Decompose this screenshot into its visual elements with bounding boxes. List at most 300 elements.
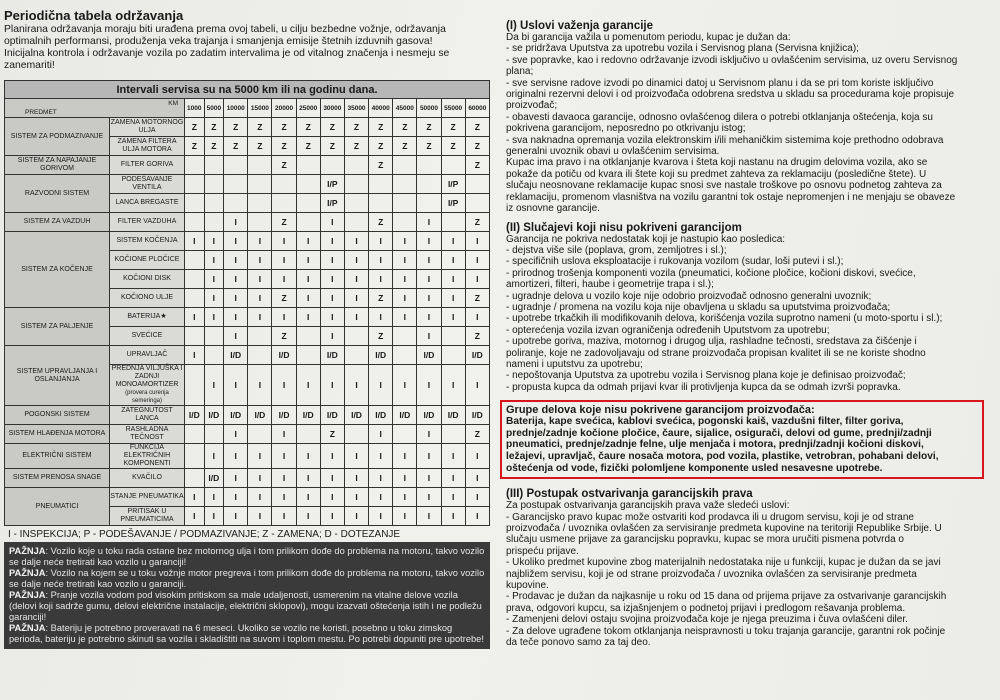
interval-value: [320, 156, 344, 175]
interval-value: I: [465, 469, 489, 488]
interval-value: I: [248, 444, 272, 469]
interval-value: I: [417, 488, 441, 507]
part-name: KOČIONI DISK: [123, 275, 171, 282]
interval-value: I: [185, 232, 205, 251]
text-line: - prirodnog trošenja komponenti vozila (pneumatici, kočione pločice, kočioni diskovi, svećice,: [506, 267, 916, 279]
interval-value: I/D: [320, 406, 344, 425]
part-cell: [110, 444, 185, 469]
interval-header: 45000: [393, 99, 417, 118]
interval-value: I: [441, 232, 465, 251]
warning-paragraph: [9, 546, 485, 567]
text-line: slučaju usmene prijave za garancijsku popravku, kupac se mora uručiti pismena potvrda o: [506, 534, 904, 546]
interval-value: I: [393, 308, 417, 327]
interval-value: I: [417, 507, 441, 526]
interval-value: I: [224, 308, 248, 327]
interval-value: Z: [272, 156, 296, 175]
system-cell: SISTEM ZA PALJENJE: [5, 308, 110, 346]
interval-value: I: [320, 507, 344, 526]
text-line: amortizeri, filteri, haube i geometrije trapa i sl.);: [506, 279, 714, 291]
interval-value: I/D: [393, 406, 417, 425]
text-line: - Prodavac je dužan da najkasnije u roku od 15 dana od prijema prijave za ostvarivanje garancijskih: [506, 591, 947, 603]
warning-label: PAŽNJA: [9, 546, 46, 556]
part-name: RASHLADNA TEČNOST: [125, 426, 169, 441]
part-cell: [110, 289, 185, 308]
interval-value: I: [465, 444, 489, 469]
interval-value: I: [465, 232, 489, 251]
interval-value: I: [204, 507, 224, 526]
text-line: Za postupak ostvarivanja garancijskih prava važe sledeći uslovi:: [506, 500, 790, 512]
system-cell: SISTEM ZA NAPAJANJE GORIVOM: [5, 156, 110, 175]
interval-value: [248, 346, 272, 365]
interval-value: [393, 175, 417, 194]
interval-value: Z: [441, 137, 465, 156]
text-line: oštećenja od vode, fizički polomljene komponente usled nesavesne upotrebe.: [506, 462, 883, 474]
interval-value: Z: [465, 156, 489, 175]
interval-value: I: [185, 488, 205, 507]
interval-value: Z: [465, 425, 489, 444]
interval-header: 35000: [344, 99, 368, 118]
interval-header: 5000: [204, 99, 224, 118]
warning-label: PAŽNJA: [9, 590, 46, 601]
interval-value: I: [320, 365, 344, 406]
part-name: STANJE PNEUMATIKA: [110, 493, 184, 500]
part-name: KOČIONE PLOČICE: [114, 256, 180, 263]
interval-value: [393, 425, 417, 444]
interval-value: I: [296, 469, 320, 488]
interval-value: Z: [296, 137, 320, 156]
warning-label: PAŽNJA: [9, 623, 46, 634]
text-line: optimalnih performansi, produženja veka trajanja i smanjenja emisije štetnih izduvnih gasova!: [4, 36, 433, 47]
table-row: [5, 425, 490, 444]
text-line: Planirana održavanja moraju biti urađena prema ovoj tabeli, u cilju bezbedne vožnje, održavanja: [4, 24, 446, 35]
interval-value: I: [393, 365, 417, 406]
interval-value: I: [248, 270, 272, 289]
interval-value: Z: [272, 289, 296, 308]
part-cell: [110, 488, 185, 507]
interval-value: [248, 327, 272, 346]
interval-header: 60000: [465, 99, 489, 118]
interval-value: I: [248, 232, 272, 251]
interval-value: [296, 213, 320, 232]
interval-value: Z: [465, 289, 489, 308]
interval-value: Z: [369, 213, 393, 232]
section-warranty-procedure: [506, 488, 990, 648]
part-name: FUNKCIJA ELEKTRIČNIH KOMPONENTI: [123, 444, 171, 467]
table-legend: I - INSPEKCIJA; P - PODEŠAVANJE / PODMAZIVANJE; Z - ZAMENA; D - DOTEZANJE: [8, 529, 401, 540]
section-title: (III) Postupak ostvarivanja garancijskih prava: [506, 488, 753, 501]
interval-value: Z: [272, 327, 296, 346]
interval-value: I: [417, 232, 441, 251]
interval-value: Z: [465, 118, 489, 137]
table-header-row: [5, 99, 490, 118]
part-cell: [110, 327, 185, 346]
system-cell: SISTEM ZA PODMAZIVANJE: [5, 118, 110, 156]
part-cell: [110, 425, 185, 444]
interval-value: I: [417, 289, 441, 308]
interval-value: [204, 194, 224, 213]
text-line: - upotrebe trkačkih ili modifikovanih delova, korišćenja vozila suprotno nameni (u moto-sportu i sl.);: [506, 313, 943, 325]
interval-value: [393, 327, 417, 346]
text-line: pokrivena garancijom, neposredno po otkrivanju istog;: [506, 123, 746, 135]
interval-value: I: [224, 251, 248, 270]
interval-value: I: [224, 488, 248, 507]
interval-value: Z: [369, 137, 393, 156]
warning-text: : Vozilo na kojem se u toku vožnje motor pregreva i tom prilikom dođe do problema na motoru, takvo vozilo se dalje neće tretirati kao vozilo u garanciji.: [9, 568, 485, 589]
section-body: [506, 234, 990, 394]
table-banner: Intervali servisa su na 5000 km ili na godinu dana.: [5, 81, 490, 99]
interval-value: [465, 175, 489, 194]
interval-value: I: [369, 425, 393, 444]
system-cell: SISTEM UPRAVLJANJA I OSLANJANJA: [5, 346, 110, 406]
text-line: iz osnovne garancije.: [506, 203, 600, 215]
interval-value: I/D: [344, 406, 368, 425]
interval-value: [248, 425, 272, 444]
interval-value: I: [465, 251, 489, 270]
box-body: [506, 416, 978, 474]
text-line: Baterija, kape svećica, kablovi svećica, pogonski kaiš, vazdušni filter, filter goriva,: [506, 416, 904, 428]
interval-value: [393, 194, 417, 213]
interval-value: I: [296, 232, 320, 251]
interval-value: I: [344, 444, 368, 469]
interval-value: [248, 156, 272, 175]
interval-value: I: [320, 327, 344, 346]
interval-value: [393, 213, 417, 232]
interval-value: [344, 346, 368, 365]
part-name: KOČIONO ULJE: [120, 294, 174, 301]
interval-value: I: [320, 251, 344, 270]
interval-value: Z: [204, 118, 224, 137]
interval-value: Z: [320, 118, 344, 137]
interval-value: I: [248, 488, 272, 507]
interval-header: 20000: [272, 99, 296, 118]
interval-value: I/D: [185, 406, 205, 425]
interval-value: I: [320, 213, 344, 232]
interval-value: I/D: [272, 406, 296, 425]
table-row: [5, 469, 490, 488]
interval-value: [185, 444, 205, 469]
interval-value: I: [320, 289, 344, 308]
part-cell: [110, 156, 185, 175]
interval-value: I: [344, 289, 368, 308]
interval-value: [272, 175, 296, 194]
part-cell: [110, 118, 185, 137]
interval-value: I: [465, 488, 489, 507]
interval-value: I: [296, 308, 320, 327]
interval-value: I: [369, 469, 393, 488]
interval-value: I: [393, 270, 417, 289]
interval-value: I: [417, 469, 441, 488]
text-line: reklamaciju, promenom vlasništva na vozilu garantni tok ostaje nepromenjen i ne menjaju se obaveze: [506, 191, 956, 203]
interval-value: I: [369, 232, 393, 251]
header-corner: [5, 99, 185, 118]
part-cell: [110, 232, 185, 251]
interval-value: [248, 194, 272, 213]
interval-value: Z: [272, 213, 296, 232]
interval-value: I: [417, 425, 441, 444]
text-line: pokaže da potiču od kvara ili štete koji su predmet zahteva za reklamaciju (posledične štete). U: [506, 168, 927, 180]
interval-value: I: [441, 507, 465, 526]
interval-value: I: [272, 469, 296, 488]
interval-value: I: [224, 289, 248, 308]
part-name: BATERIJA★: [127, 313, 167, 320]
interval-value: I: [224, 469, 248, 488]
interval-value: I: [272, 507, 296, 526]
interval-value: [344, 213, 368, 232]
interval-value: Z: [296, 118, 320, 137]
interval-value: Z: [272, 137, 296, 156]
text-line: - Ukoliko predmet kupovine zbog materijalnih nedostataka nije u funkciji, kupac je dužan da se javi: [506, 557, 941, 569]
interval-value: I/D: [441, 406, 465, 425]
interval-value: I: [344, 469, 368, 488]
interval-value: [185, 289, 205, 308]
interval-value: [185, 175, 205, 194]
text-line: - Za delove ugrađene tokom otklanjanja neispravnosti u toku trajanja garancije, garantni rok počinje: [506, 625, 946, 637]
text-line: prispeću prijave.: [506, 545, 579, 557]
interval-value: Z: [204, 137, 224, 156]
interval-value: [465, 194, 489, 213]
table-row: [5, 444, 490, 469]
text-line: - opterećenja vozila izvan ograničenja određenih Uputstvom za upotrebu;: [506, 324, 830, 336]
interval-value: I: [441, 365, 465, 406]
warning-paragraph: [9, 623, 485, 644]
interval-value: [369, 194, 393, 213]
interval-value: I: [185, 308, 205, 327]
interval-value: I/D: [465, 346, 489, 365]
interval-value: Z: [393, 137, 417, 156]
interval-value: I/D: [320, 346, 344, 365]
interval-value: [417, 175, 441, 194]
table-row: [5, 232, 490, 251]
interval-value: [344, 425, 368, 444]
text-line: originalni rezervni delovi i od proizvođača odobrena sredstva u skladu sa procedurama koje propisuje: [506, 89, 955, 101]
text-line: - Zamenjeni delovi ostaju svojina proizvođača koje je njega preuzima i čuva ovlašćeni diler.: [506, 614, 908, 626]
interval-value: I: [204, 251, 224, 270]
interval-value: [204, 156, 224, 175]
interval-value: I: [248, 507, 272, 526]
interval-value: I: [296, 289, 320, 308]
text-line: Da bi garancija važila u pomenutom periodu, kupac je dužan da:: [506, 32, 791, 43]
interval-value: I: [272, 488, 296, 507]
warning-text: : Bateriju je potrebno proveravati na 6 meseci. Ukoliko se vozilo ne koristi, posebno u toku zimskog perioda, bateriju je potrebno skinuti sa vozila i skladištiti na suvom i toplom mestu. Po potrebi dopuniti pre upotrebe!: [9, 623, 484, 644]
part-cell: [110, 137, 185, 156]
interval-value: I: [344, 251, 368, 270]
interval-value: I: [224, 507, 248, 526]
interval-value: [185, 469, 205, 488]
interval-value: [224, 156, 248, 175]
interval-value: I: [296, 251, 320, 270]
part-name: KVAČILO: [132, 474, 162, 481]
part-name: ZAMENA MOTORNOG ULJA: [110, 119, 184, 134]
interval-value: [204, 425, 224, 444]
service-interval-table: [4, 80, 490, 526]
interval-value: [204, 327, 224, 346]
interval-value: I: [204, 488, 224, 507]
interval-value: I: [344, 488, 368, 507]
text-line: - obavesti davaoca garancije, odnosno ovlašćenog dilera o potrebi otklanjanja oštećenja, koja su: [506, 111, 933, 123]
part-name: LANCA BREGASTE: [115, 199, 179, 206]
part-name: SISTEM KOČENJA: [116, 237, 178, 244]
text-line: - Garancijsko pravo kupac može ostvariti kod prodavca ili u drugom servisu, koji je od strane: [506, 511, 914, 523]
warning-text: : Pranje vozila vodom pod visokim pritiskom sa male udaljenosti, usmerenim na vitalne delove vozila (delovi koji sadrže gumu, delovi električne instalacije, električni sklopovi), mogu izazvati oštećenja istih i ne podležu garanciji!: [9, 590, 482, 622]
system-cell: SISTEM ZA KOČENJE: [5, 232, 110, 308]
interval-value: [185, 327, 205, 346]
interval-value: I: [204, 232, 224, 251]
interval-value: [417, 156, 441, 175]
system-cell: RAZVODNI SISTEM: [5, 175, 110, 213]
header-corner-inner: [5, 99, 184, 117]
interval-value: Z: [272, 118, 296, 137]
warning-label: PAŽNJA: [9, 568, 46, 579]
interval-value: I: [441, 289, 465, 308]
text-line: poliranje, koje ne zadovoljavaju od strane proizvođača propisan kvalitet ili se ne koriste shodno: [506, 347, 926, 359]
interval-value: I/D: [224, 406, 248, 425]
interval-value: I: [465, 365, 489, 406]
text-line: prednje/zadnje kočione pločice, čaure, sijalice, osigurači, delovi od gume, prednji/zadnji: [506, 427, 932, 439]
interval-value: I: [185, 346, 205, 365]
interval-value: [344, 194, 368, 213]
interval-value: [185, 270, 205, 289]
text-line: - sve servisne radove izvodi po dinamici datoj u Servisnom planu i da se pri tom koriste isključivo: [506, 77, 934, 89]
part-cell: [110, 251, 185, 270]
interval-value: Z: [369, 118, 393, 137]
system-cell: SISTEM ZA VAZDUH: [5, 213, 110, 232]
interval-value: I/D: [369, 406, 393, 425]
part-cell: [110, 270, 185, 289]
section-not-covered: [506, 222, 990, 394]
part-name: ZATEGNUTOST LANCA: [121, 407, 173, 422]
text-line: plana;: [506, 66, 534, 78]
box-title: Grupe delova koje nisu pokrivene garancijom proizvođača:: [506, 404, 815, 417]
text-line: - ugradnje delova u vozilo koje nije odobrio proizvođač odnosno generalni uvoznik;: [506, 290, 872, 302]
interval-value: [185, 156, 205, 175]
system-cell: SISTEM HLAĐENJA MOTORA: [5, 425, 110, 444]
interval-value: I: [369, 488, 393, 507]
text-line: - sve popravke, kao i redovno održavanje izvodi isključivo u ovlašćenim servisima, uz overu Servisnog: [506, 54, 958, 66]
interval-value: Z: [393, 118, 417, 137]
interval-value: I: [224, 365, 248, 406]
interval-value: I/P: [320, 194, 344, 213]
text-line: - sva naknadna opremanja vozila elektronskim i/ili mehaničkim sistemima koje prethodno odobrava: [506, 134, 944, 146]
interval-value: [185, 213, 205, 232]
text-line: - nepoštovanja Uputstva za upotrebu vozila i Servisnog plana koje je definisao proizvođač;: [506, 370, 906, 382]
interval-value: Z: [320, 425, 344, 444]
highlighted-parts-box: [500, 400, 984, 479]
section-body: [506, 500, 990, 648]
interval-value: I: [417, 270, 441, 289]
part-name: ZAMENA FILTERA ULJA MOTORA: [117, 138, 177, 153]
interval-value: I: [320, 469, 344, 488]
table-row: [5, 308, 490, 327]
interval-value: [441, 425, 465, 444]
interval-value: I: [224, 270, 248, 289]
interval-value: I: [441, 308, 465, 327]
interval-value: Z: [369, 156, 393, 175]
part-name: FILTER GORIVA: [120, 161, 174, 168]
interval-value: [441, 346, 465, 365]
interval-value: I/D: [417, 406, 441, 425]
interval-value: [441, 213, 465, 232]
interval-value: I: [204, 444, 224, 469]
part-cell: [110, 406, 185, 425]
text-line: najbližem servisu, koji je od strane proizvođača / uvoznika ovlašćen za servisiranje predmeta: [506, 568, 917, 580]
interval-value: [248, 175, 272, 194]
table-row: [5, 213, 490, 232]
interval-value: [185, 365, 205, 406]
warning-text: : Vozilo koje u toku rada ostane bez motornog ulja i tom prilikom dođe do problema na motoru, takvo vozilo se dalje neće tretirati kao vozilo u garanciji!: [9, 546, 485, 567]
interval-value: Z: [248, 118, 272, 137]
interval-value: I: [185, 507, 205, 526]
table-row: [5, 118, 490, 137]
interval-value: [272, 194, 296, 213]
part-cell: [110, 469, 185, 488]
text-line: Inicijalna kontrola i održavanje vozila po zadatim intervalima je od vitalnog značenja i nesmeju se: [4, 48, 450, 59]
text-line: - se pridržava Uputstva za upotrebu vozila i Servisnog plana (Servisna knjižica);: [506, 43, 859, 55]
interval-value: I: [248, 251, 272, 270]
interval-value: I: [344, 232, 368, 251]
interval-value: I: [441, 251, 465, 270]
interval-value: I: [441, 444, 465, 469]
interval-value: [441, 327, 465, 346]
interval-value: Z: [344, 137, 368, 156]
part-cell: [110, 175, 185, 194]
interval-value: I: [248, 469, 272, 488]
interval-value: [185, 425, 205, 444]
interval-value: I/P: [441, 175, 465, 194]
text-line: da teče ponovo samo za taj deo.: [506, 637, 651, 649]
interval-value: I: [465, 270, 489, 289]
interval-header: 15000: [248, 99, 272, 118]
interval-header: 40000: [369, 99, 393, 118]
interval-value: I: [296, 507, 320, 526]
table-row: [5, 406, 490, 425]
part-name: PRITISAK U PNEUMATICIMA: [120, 508, 174, 523]
text-line: kupovine.: [506, 580, 549, 591]
interval-value: I: [393, 469, 417, 488]
text-line: proizvođač;: [506, 100, 558, 112]
interval-value: [296, 175, 320, 194]
interval-value: [185, 194, 205, 213]
interval-value: I: [393, 488, 417, 507]
right-column: [506, 20, 990, 655]
interval-value: Z: [185, 118, 205, 137]
interval-value: [224, 175, 248, 194]
interval-value: I: [248, 289, 272, 308]
text-line: prava, odgovori kupcu, sa izjašnjenjem o podnetoj prijavi i predlogom rešavanja problema.: [506, 602, 906, 614]
interval-value: [204, 213, 224, 232]
part-cell: [110, 213, 185, 232]
interval-value: [296, 156, 320, 175]
interval-header: 50000: [417, 99, 441, 118]
interval-value: I: [344, 308, 368, 327]
system-cell: POGONSKI SISTEM: [5, 406, 110, 425]
interval-value: I: [393, 444, 417, 469]
interval-value: I: [369, 270, 393, 289]
text-line: - upotrebe goriva, maziva, motornog i drugog ulja, rashladne tečnosti, sredstava za čišćenje i: [506, 336, 917, 348]
interval-value: I: [417, 251, 441, 270]
interval-value: I: [320, 308, 344, 327]
interval-value: [204, 175, 224, 194]
interval-value: [185, 251, 205, 270]
left-column: [4, 6, 490, 649]
text-line: zanemariti!: [4, 60, 55, 71]
interval-value: I: [320, 444, 344, 469]
interval-value: I/D: [224, 346, 248, 365]
interval-value: I: [272, 270, 296, 289]
table-row: [5, 488, 490, 507]
interval-value: Z: [465, 137, 489, 156]
part-name: SVEĆICE: [131, 332, 163, 339]
warning-paragraph: [9, 590, 485, 622]
